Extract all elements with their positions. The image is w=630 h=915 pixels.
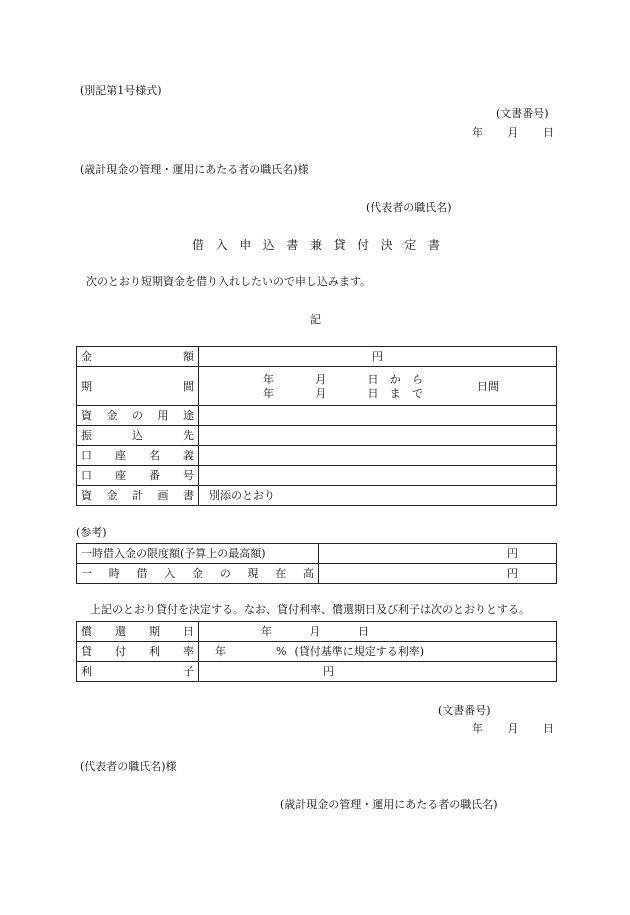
limit-row — [77, 544, 557, 564]
period-to: 年 月 日 ま で — [263, 387, 423, 400]
interest-value: 円 — [199, 662, 557, 682]
sender: (代表者の職氏名) — [366, 201, 452, 214]
rate-row — [77, 642, 557, 662]
account-name-value[interactable] — [199, 446, 557, 466]
amount-cell — [199, 347, 557, 367]
rate-label: 貸 付 利 率 — [81, 645, 194, 658]
purpose-value[interactable] — [199, 406, 557, 426]
date-year: 年 — [472, 126, 483, 139]
limit-label: 一時借入金の限度額(予算上の最高額) — [77, 544, 319, 564]
plan-label: 資 金 計 画 書 — [81, 489, 194, 502]
decision-text: 上記のとおり貸付を決定する。なお、貸付利率、償還期日及び利子は次のとおりとする。 — [90, 603, 530, 616]
interest-row — [77, 662, 557, 682]
addressee: (歳計現金の管理・運用にあたる者の職氏名)様 — [80, 163, 309, 176]
rate-value: 年 % (貸付基準に規定する利率) — [199, 642, 557, 662]
purpose-label: 資 金 の 用 途 — [81, 409, 194, 422]
account-name-label: 口 座 名 義 — [81, 449, 194, 462]
current-unit: 円 — [319, 564, 557, 584]
interest-label: 利 子 — [81, 665, 194, 678]
account-number-row — [77, 466, 557, 486]
period-label: 期 間 — [81, 379, 194, 393]
date-day: 日 — [543, 126, 554, 139]
repay-label: 償 還 期 日 — [81, 625, 194, 638]
transfer-row — [77, 426, 557, 446]
application-table — [76, 346, 557, 506]
period-cell — [199, 367, 557, 406]
plan-row — [77, 486, 557, 506]
account-number-value[interactable] — [199, 466, 557, 486]
period-row — [77, 367, 557, 406]
form-number: (別記第1号様式) — [80, 84, 162, 97]
transfer-label: 振 込 先 — [81, 429, 194, 442]
limit-unit: 円 — [319, 544, 557, 564]
date-month: 月 — [507, 126, 519, 139]
repay-row — [77, 622, 557, 642]
footer-addressee: (代表者の職氏名)様 — [80, 760, 177, 773]
amount-label: 金 額 — [81, 350, 194, 363]
reference-table — [76, 543, 557, 584]
document-number: (文書番号) — [496, 107, 549, 120]
purpose-row — [77, 406, 557, 426]
transfer-value[interactable] — [199, 426, 557, 446]
repay-date: 年 月 日 — [199, 622, 557, 642]
current-label: 一 時 借 入 金 の 現 在 高 — [81, 567, 314, 580]
amount-unit: 円 — [372, 350, 383, 363]
ki-mark: 記 — [310, 313, 321, 326]
account-number-label: 口 座 番 号 — [81, 469, 194, 482]
period-days: 日間 — [477, 380, 499, 393]
amount-row — [77, 347, 557, 367]
current-row — [77, 564, 557, 584]
intro-text: 次のとおり短期資金を借り入れしたいので申し込みます。 — [86, 275, 372, 288]
plan-value: 別添のとおり — [199, 486, 557, 506]
footer-date: 年 月 日 — [472, 722, 554, 735]
decision-table — [76, 621, 557, 682]
page-title: 借 入 申 込 書 兼 貸 付 決 定 書 — [192, 238, 440, 252]
header-date — [472, 126, 554, 140]
account-name-row — [77, 446, 557, 466]
footer-sender: (歳計現金の管理・運用にあたる者の職氏名) — [280, 798, 498, 811]
footer-document-number: (文書番号) — [438, 704, 491, 717]
reference-heading: (参考) — [76, 526, 107, 539]
period-from: 年 月 日 か ら — [263, 373, 423, 386]
